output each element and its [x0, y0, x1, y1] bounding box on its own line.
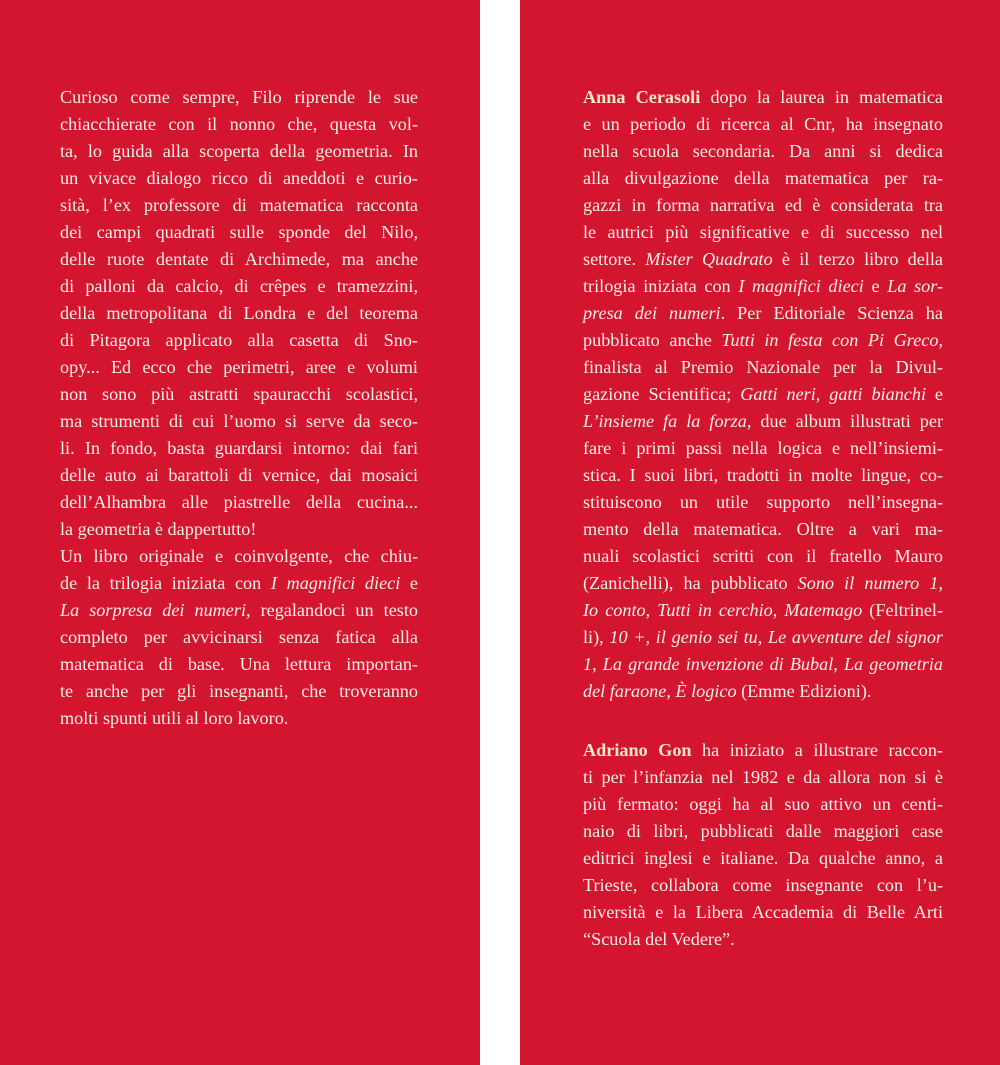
- text-run: li. In fondo, basta guardarsi intorno: dai fari: [60, 438, 418, 458]
- text-line: [583, 818, 943, 845]
- text-line: [60, 651, 418, 678]
- text-run: pubblicato anche: [583, 330, 722, 350]
- text-run: (Emme Edizioni).: [736, 681, 872, 701]
- text-line: [60, 435, 418, 462]
- text-run: un vivace dialogo ricco di aneddoti e curio-: [60, 168, 418, 188]
- text-line: [583, 624, 943, 651]
- text-line: [583, 327, 943, 354]
- text-line: [583, 192, 943, 219]
- book-title-italic: del faraone: [583, 681, 667, 701]
- text-line: [583, 737, 943, 764]
- book-title-italic: Le avventure del signor: [768, 627, 944, 647]
- book-title-italic: La geometria: [843, 654, 943, 674]
- text-line: [583, 651, 943, 678]
- text-run: ,: [938, 573, 943, 593]
- book-title-italic: Gatti neri, gatti bianchi: [740, 384, 927, 404]
- text-run: sità, l’ex professore di matematica racconta: [60, 195, 418, 215]
- text-run: di Pitagora applicato alla casetta di Sno-: [60, 330, 418, 350]
- text-run: Un libro originale e coinvolgente, che chiu-: [60, 546, 418, 566]
- text-run: finalista al Premio Nazionale per la Divul-: [583, 357, 943, 377]
- book-title-italic: L’insieme fa la forza: [583, 411, 747, 431]
- paragraph-spacer: [583, 705, 943, 737]
- text-run: matematica di base. Una lettura importan-: [60, 654, 418, 674]
- text-run: editrici inglesi e italiane. Da qualche anno, a: [583, 848, 943, 868]
- text-run: ,: [772, 600, 785, 620]
- text-run: Curioso come sempre, Filo riprende le sue: [60, 87, 418, 107]
- text-run: completo per avvicinarsi senza fatica alla: [60, 627, 418, 647]
- text-run: ta, lo guida alla scoperta della geometria. In: [60, 141, 418, 161]
- text-run: ,: [666, 681, 676, 701]
- text-line: [583, 246, 943, 273]
- text-run: ha iniziato a illustrare raccon-: [691, 740, 943, 760]
- text-line: [60, 543, 418, 570]
- left-flap-book-description: [0, 0, 480, 1065]
- text-run: ,: [833, 654, 844, 674]
- text-run: non sono più astratti spauracchi scolastici,: [60, 384, 418, 404]
- text-run: “Scuola del Vedere”.: [583, 929, 735, 949]
- text-run: e un periodo di ricerca al Cnr, ha insegnato: [583, 114, 943, 134]
- text-run: la geometria è dappertutto!: [60, 519, 257, 539]
- text-line: [583, 354, 943, 381]
- author-name: Anna Cerasoli: [583, 87, 701, 107]
- text-line: [583, 926, 943, 953]
- text-run: , due album illustrati per: [746, 411, 944, 431]
- text-line: [583, 489, 943, 516]
- text-run: , regalandoci un testo: [246, 600, 418, 620]
- author-bios-text: [583, 84, 943, 953]
- text-run: stituiscono un utile supporto nell’insegna-: [583, 492, 943, 512]
- text-line: [583, 462, 943, 489]
- text-run: dell’Alhambra alle piastrelle della cucina...: [60, 492, 418, 512]
- text-line: [583, 300, 943, 327]
- text-line: [60, 489, 418, 516]
- text-line: [583, 570, 943, 597]
- text-line: [583, 791, 943, 818]
- text-line: [583, 845, 943, 872]
- book-title-italic: Sono il numero 1: [797, 573, 939, 593]
- text-line: [60, 381, 418, 408]
- text-run: di palloni da calcio, di crêpes e tramezzini,: [60, 276, 418, 296]
- text-line: [60, 354, 418, 381]
- text-line: [583, 899, 943, 926]
- text-run: ,: [938, 330, 943, 350]
- text-line: [60, 192, 418, 219]
- text-run: (Zanichelli), ha pubblicato: [583, 573, 798, 593]
- text-run: e: [863, 276, 888, 296]
- text-run: dopo la laurea in matematica: [700, 87, 943, 107]
- book-title-italic: 1: [583, 654, 593, 674]
- book-title-italic: Tutti in cerchio: [657, 600, 773, 620]
- text-run: della metropolitana di Londra e del teorema: [60, 303, 418, 323]
- text-run: li),: [583, 627, 610, 647]
- text-run: trilogia iniziata con: [583, 276, 739, 296]
- text-run: naio di libri, pubblicati dalle maggiori case: [583, 821, 943, 841]
- text-line: [60, 597, 418, 624]
- text-line: [583, 408, 943, 435]
- text-run: Trieste, collabora come insegnante con l’u-: [583, 875, 943, 895]
- text-line: [583, 543, 943, 570]
- text-line: [60, 327, 418, 354]
- text-line: [583, 516, 943, 543]
- text-run: molti spunti utili al loro lavoro.: [60, 708, 289, 728]
- text-line: [60, 624, 418, 651]
- text-run: delle ruote dentate di Archimede, ma anche: [60, 249, 418, 269]
- text-line: [60, 138, 418, 165]
- text-line: [583, 84, 943, 111]
- text-run: settore.: [583, 249, 646, 269]
- text-run: gazione Scientifica;: [583, 384, 741, 404]
- book-title-italic: È logico: [675, 681, 737, 701]
- text-line: [60, 516, 418, 543]
- text-run: opy... Ed ecco che perimetri, aree e volumi: [60, 357, 418, 377]
- text-run: chiacchierate con il nonno che, questa vol-: [60, 114, 418, 134]
- text-line: [583, 872, 943, 899]
- book-title-italic: presa dei numeri: [583, 303, 721, 323]
- book-title-italic: La grande invenzione di Bubal: [602, 654, 834, 674]
- book-title-italic: I magnifici dieci: [738, 276, 864, 296]
- book-title-italic: La sorpresa dei numeri: [60, 600, 247, 620]
- text-run: ,: [592, 654, 603, 674]
- text-run: è il terzo libro della: [772, 249, 943, 269]
- text-line: [583, 111, 943, 138]
- text-line: [60, 273, 418, 300]
- text-line: [60, 165, 418, 192]
- book-title-italic: Matemago: [784, 600, 863, 620]
- text-line: [60, 300, 418, 327]
- book-description-text: [60, 84, 418, 732]
- text-run: . Per Editoriale Scienza ha: [720, 303, 943, 323]
- text-line: [583, 381, 943, 408]
- text-run: alla divulgazione della matematica per ra-: [583, 168, 943, 188]
- text-run: gazzi in forma narrativa ed è considerata tra: [583, 195, 943, 215]
- text-line: [583, 165, 943, 192]
- author-name: Adriano Gon: [583, 740, 692, 760]
- book-title-italic: Tutti in festa con Pi Greco: [721, 330, 939, 350]
- text-run: ,: [645, 600, 658, 620]
- text-run: nuali scolastici scritti con il fratello Mauro: [583, 546, 943, 566]
- text-line: [583, 219, 943, 246]
- text-line: [60, 462, 418, 489]
- text-run: ,: [757, 627, 768, 647]
- text-run: niversità e la Libera Accademia di Belle Arti: [583, 902, 943, 922]
- text-run: delle auto ai barattoli di vernice, dai mosaici: [60, 465, 418, 485]
- book-title-italic: La sor-: [887, 276, 944, 296]
- text-line: [60, 570, 418, 597]
- text-line: [60, 705, 418, 732]
- text-run: fare i primi passi nella logica e nell’insiemi-: [583, 438, 943, 458]
- text-line: [60, 84, 418, 111]
- text-run: stica. I suoi libri, tradotti in molte lingue, co-: [583, 465, 943, 485]
- book-title-italic: I magnifici dieci: [270, 573, 401, 593]
- text-line: [60, 408, 418, 435]
- text-line: [583, 273, 943, 300]
- text-run: te anche per gli insegnanti, che troveranno: [60, 681, 418, 701]
- text-run: e: [926, 384, 944, 404]
- text-run: e: [400, 573, 418, 593]
- text-run: ma strumenti di cui l’uomo si serve da seco-: [60, 411, 418, 431]
- text-line: [583, 138, 943, 165]
- text-line: [60, 219, 418, 246]
- book-title-italic: Io conto: [583, 600, 646, 620]
- text-line: [60, 246, 418, 273]
- text-run: (Feltrinel-: [862, 600, 944, 620]
- text-line: [60, 111, 418, 138]
- text-run: più fermato: oggi ha al suo attivo un centi-: [583, 794, 943, 814]
- text-line: [583, 764, 943, 791]
- text-line: [583, 597, 943, 624]
- text-line: [583, 678, 943, 705]
- text-run: de la trilogia iniziata con: [60, 573, 271, 593]
- text-run: mento della matematica. Oltre a vari ma-: [583, 519, 943, 539]
- text-run: ti per l’infanzia nel 1982 e da allora non si è: [583, 767, 943, 787]
- text-run: le autrici più significative e di successo nel: [583, 222, 943, 242]
- text-line: [60, 678, 418, 705]
- text-line: [583, 435, 943, 462]
- book-title-italic: Mister Quadrato: [645, 249, 773, 269]
- text-run: nella scuola secondaria. Da anni si dedica: [583, 141, 943, 161]
- book-title-italic: 10 +, il genio sei tu: [609, 627, 758, 647]
- text-run: dei campi quadrati sulle sponde del Nilo,: [60, 222, 418, 242]
- right-flap-author-bios: [520, 0, 1000, 1065]
